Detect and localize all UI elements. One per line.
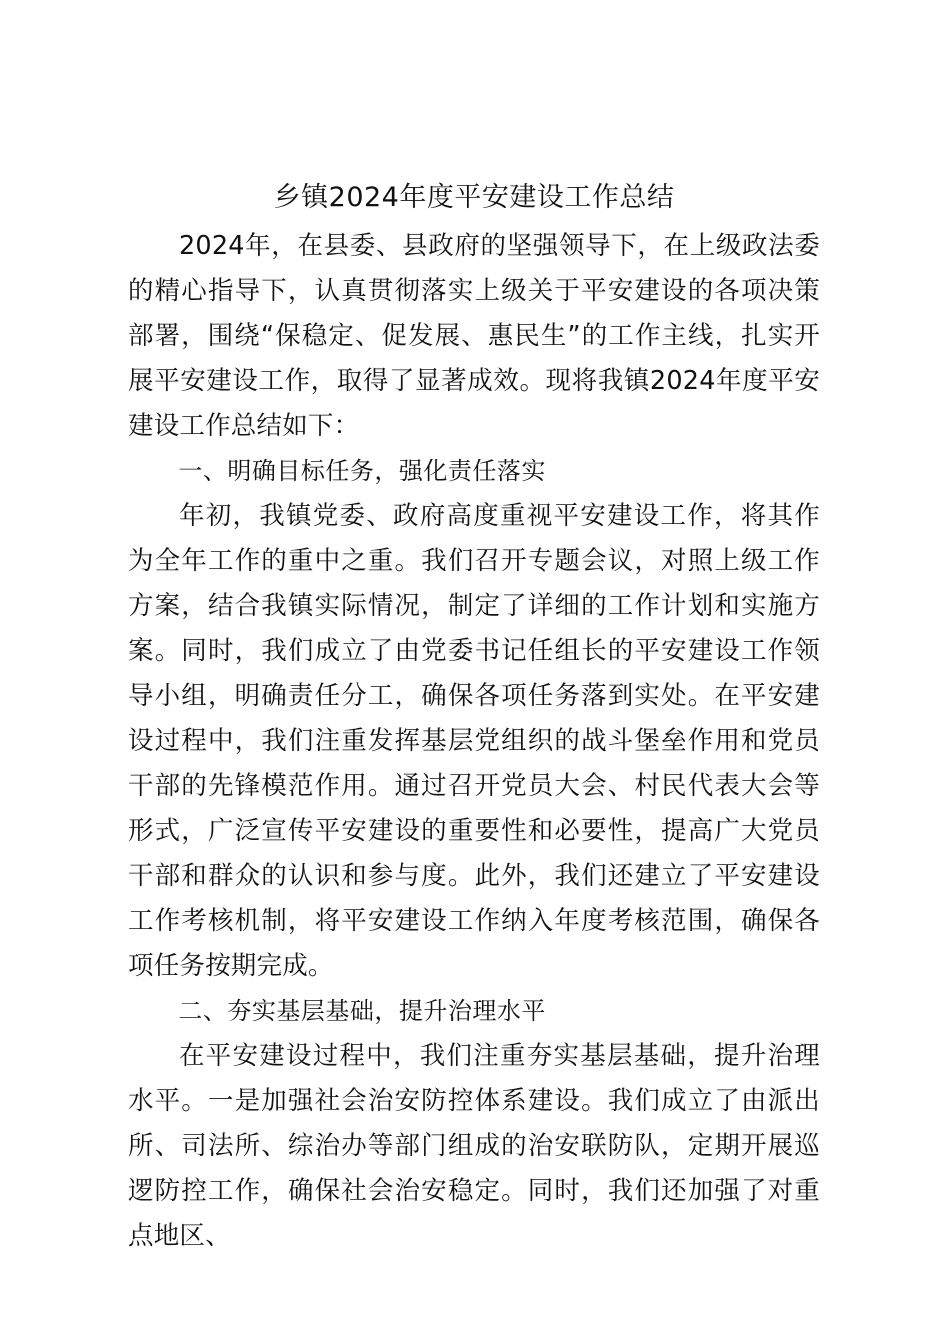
intro-paragraph: 2024年，在县委、县政府的坚强领导下，在上级政法委的精心指导下，认真贯彻落实上级关于平安建设的各项决策部署，围绕“保稳定、促发展、惠民生”的工作主线，扎实开展平安建设工作，取得了显著成效。现将我镇2024年度平安建设工作总结如下： [128,231,820,441]
section-body-2: 在平安建设过程中，我们注重夯实基层基础，提升治理水平。一是加强社会治安防控体系建设。我们成立了由派出所、司法所、综治办等部门组成的治安联防队，定期开展巡逻防控工作，确保社会治安稳定。同时，我们还加强了对重点地区、 [128,1041,820,1251]
section-body-1: 年初，我镇党委、政府高度重视平安建设工作，将其作为全年工作的重中之重。我们召开专题会议，对照上级工作方案，结合我镇实际情况，制定了详细的工作计划和实施方案。同时，我们成立了由党委书记任组长的平安建设工作领导小组，明确责任分工，确保各项任务落到实处。在平安建设过程中，我们注重发挥基层党组织的战斗堡垒作用和党员干部的先锋模范作用。通过召开党员大会、村民代表大会等形式，广泛宣传平安建设的重要性和必要性，提高广大党员干部和群众的认识和参与度。此外，我们还建立了平安建设工作考核机制，将平安建设工作纳入年度考核范围，确保各项任务按期完成。 [128,501,820,981]
section-heading-2: 二、夯实基层基础，提升治理水平 [178,997,546,1025]
section-heading-1: 一、明确目标任务，强化责任落实 [178,457,546,485]
document-page [128,172,820,1259]
document-title: 乡镇2024年度平安建设工作总结 [273,182,675,213]
